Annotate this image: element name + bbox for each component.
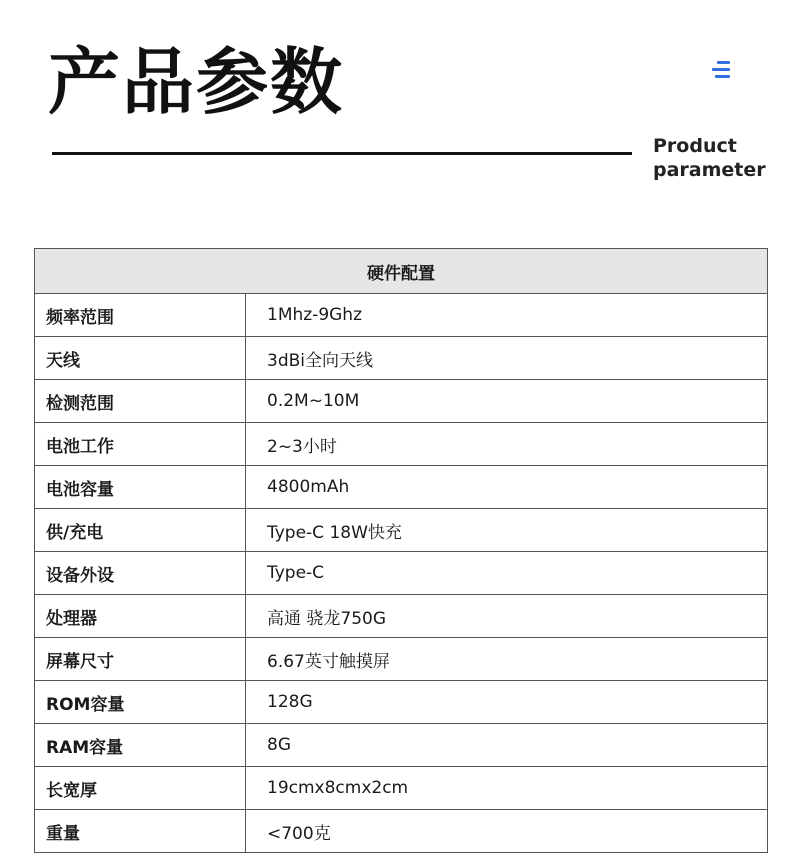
spec-value: <700克 — [267, 823, 331, 844]
page-title: 产品参数 — [48, 40, 345, 124]
spec-label: 重量 — [35, 810, 246, 852]
spec-label: 检测范围 — [35, 380, 246, 422]
spec-label: 长宽厚 — [35, 767, 246, 809]
table-row — [35, 595, 767, 638]
spec-table — [34, 248, 768, 853]
spec-label: 屏幕尺寸 — [35, 638, 246, 680]
spec-label: 电池工作 — [35, 423, 246, 465]
spec-value: 高通 骁龙750G — [267, 608, 387, 629]
spec-value: 1Mhz-9Ghz — [267, 305, 363, 325]
spec-label: 供/充电 — [35, 509, 246, 551]
table-row — [35, 423, 767, 466]
table-row — [35, 509, 767, 552]
table-row — [35, 681, 767, 724]
menu-icon-line — [717, 61, 730, 64]
spec-value: Type-C 18W快充 — [267, 522, 402, 543]
subtitle-line: parameter — [653, 159, 766, 181]
spec-label: RAM容量 — [35, 724, 246, 766]
page-subtitle — [653, 134, 766, 182]
table-row — [35, 466, 767, 509]
table-row — [35, 767, 767, 810]
spec-label: 设备外设 — [35, 552, 246, 594]
spec-value: 2~3小时 — [267, 436, 337, 457]
title-divider — [52, 152, 632, 155]
spec-label: 电池容量 — [35, 466, 246, 508]
spec-value: 8G — [267, 735, 291, 755]
spec-value: 0.2M~10M — [267, 391, 360, 411]
spec-value: 128G — [267, 692, 313, 712]
table-row — [35, 552, 767, 595]
table-row — [35, 380, 767, 423]
menu-icon-line — [715, 75, 730, 78]
spec-label: 处理器 — [35, 595, 246, 637]
menu-icon[interactable] — [712, 61, 730, 79]
table-row — [35, 294, 767, 337]
table-row — [35, 724, 767, 767]
spec-label: 频率范围 — [35, 294, 246, 336]
menu-icon-line — [712, 68, 730, 71]
spec-value: 19cmx8cmx2cm — [267, 778, 409, 798]
spec-label: ROM容量 — [35, 681, 246, 723]
spec-value: 4800mAh — [267, 477, 350, 497]
spec-value: 3dBi全向天线 — [267, 350, 373, 371]
spec-value: 6.67英寸触摸屏 — [267, 651, 390, 672]
table-row — [35, 337, 767, 380]
table-row — [35, 810, 767, 852]
subtitle-line: Product — [653, 135, 737, 157]
spec-table-header: 硬件配置 — [35, 249, 767, 294]
table-row — [35, 638, 767, 681]
spec-value: Type-C — [267, 563, 325, 583]
spec-label: 天线 — [35, 337, 246, 379]
